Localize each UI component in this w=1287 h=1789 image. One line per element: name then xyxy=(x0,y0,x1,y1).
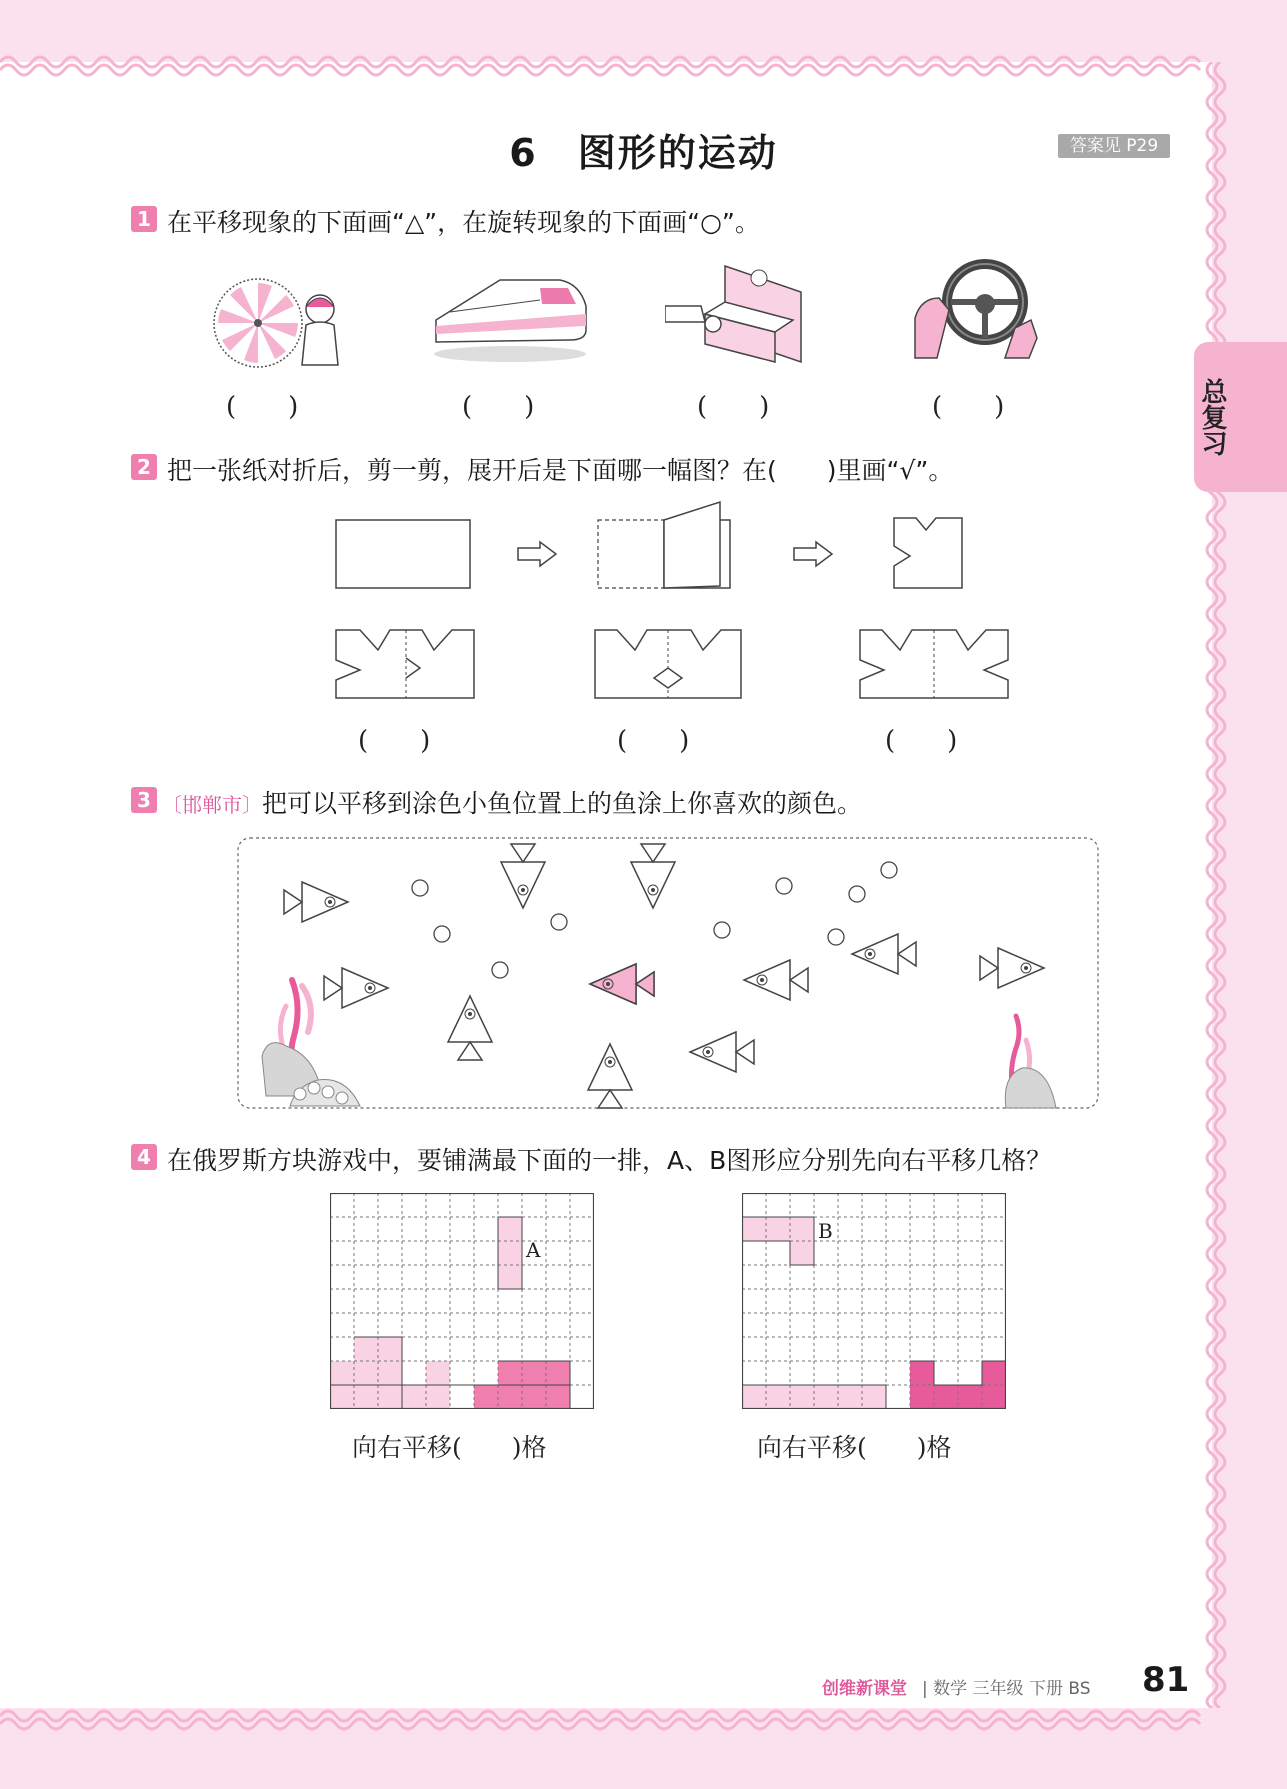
arrow-right-icon xyxy=(518,542,556,566)
right-wave-border xyxy=(1198,62,1238,1708)
choice-2-shape xyxy=(595,630,741,698)
footer-brand: 创维新课堂 xyxy=(822,1679,907,1699)
drawer-pull-icon xyxy=(665,262,805,372)
piece-a-label: A xyxy=(526,1238,541,1262)
question-number-2: 2 xyxy=(131,454,157,480)
bottom-wave-border xyxy=(0,1706,1287,1750)
paper-sheet xyxy=(336,520,470,588)
tetris-grid-b xyxy=(742,1193,1006,1409)
question-number-4: 4 xyxy=(131,1144,157,1170)
footer-book-info: | 数学 三年级 下册 BS xyxy=(922,1679,1091,1699)
q1-answer-4[interactable]: ( ) xyxy=(932,392,1005,422)
q1-answer-3[interactable]: ( ) xyxy=(697,392,770,422)
q2-choice-2-answer[interactable]: ( ) xyxy=(617,726,690,756)
q2-choice-1-answer[interactable]: ( ) xyxy=(358,726,431,756)
region-tag: 〔邯郸市〕 xyxy=(162,793,262,817)
q2-choice-3-answer[interactable]: ( ) xyxy=(885,726,958,756)
page-number: 81 xyxy=(1142,1660,1190,1700)
question-3-line xyxy=(162,784,862,820)
choice-3-shape xyxy=(860,630,1008,698)
grid-a-caption[interactable]: 向右平移( )格 xyxy=(352,1433,547,1462)
q1-answer-1[interactable]: ( ) xyxy=(226,392,299,422)
unfold-choices xyxy=(330,624,1010,704)
question-2-text: 把一张纸对折后，剪一剪，展开后是下面哪一幅图？在( )里画“√”。 xyxy=(167,456,954,485)
grid-b-caption[interactable]: 向右平移( )格 xyxy=(757,1433,952,1462)
question-4-text: 在俄罗斯方块游戏中，要铺满最下面的一排，A、B图形应分别先向右平移几格？ xyxy=(167,1146,1052,1175)
question-number-1: 1 xyxy=(131,206,157,232)
q1-answer-2[interactable]: ( ) xyxy=(462,392,535,422)
answer-reference-badge: 答案见 P29 xyxy=(1058,134,1170,158)
question-1-text: 在平移现象的下面画“△”，在旋转现象的下面画“○”。 xyxy=(167,208,760,237)
top-wave-border xyxy=(0,40,1287,84)
pinwheel-girl-icon xyxy=(208,275,348,375)
high-speed-train-icon xyxy=(430,270,590,370)
tetris-grid-a xyxy=(330,1193,594,1409)
piece-b-label: B xyxy=(818,1219,833,1243)
cut-shape xyxy=(894,518,962,588)
fish-tank-panel xyxy=(236,836,1100,1110)
arrow-right-icon xyxy=(794,542,832,566)
steering-wheel-icon xyxy=(905,258,1045,368)
paper-fold-sequence xyxy=(330,500,970,600)
choice-1-shape xyxy=(336,630,474,698)
side-tab-label: 总复习 xyxy=(1197,378,1227,456)
question-number-3: 3 xyxy=(131,787,157,813)
page-title: 6 图形的运动 xyxy=(509,131,778,175)
question-3-text: 把可以平移到涂色小鱼位置上的鱼涂上你喜欢的颜色。 xyxy=(262,789,863,818)
